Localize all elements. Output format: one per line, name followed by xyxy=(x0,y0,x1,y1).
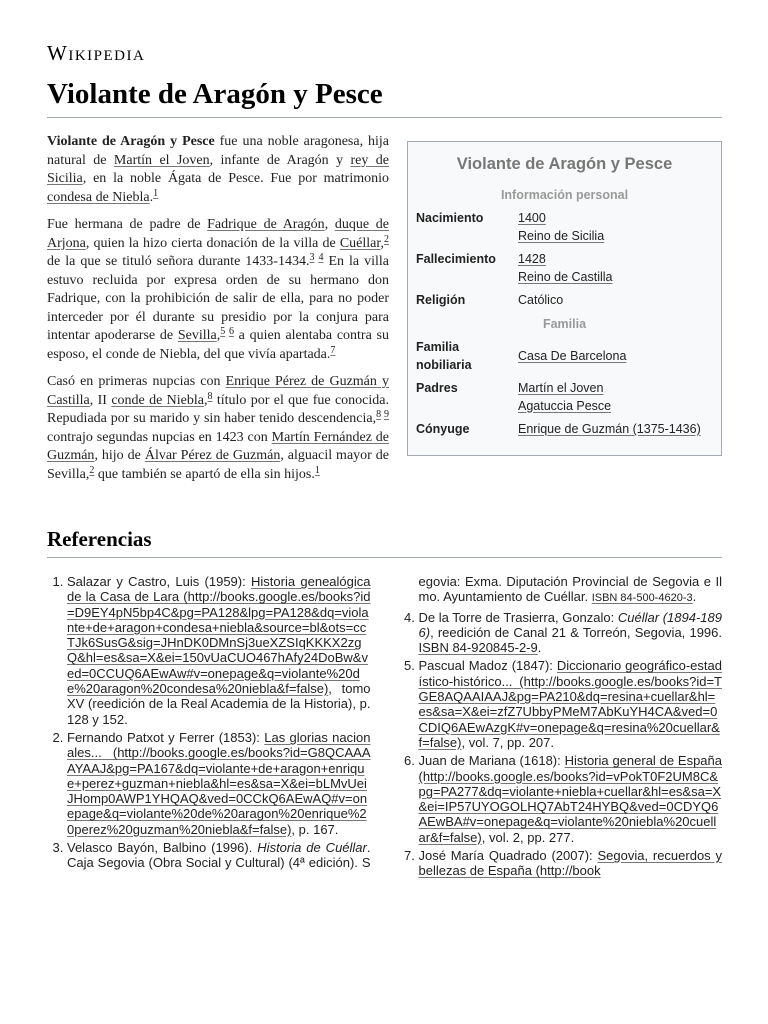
birth-year-link[interactable]: 1400 xyxy=(518,211,546,225)
infobox-label: Religión xyxy=(416,293,466,307)
death-place-link[interactable]: Reino de Castilla xyxy=(518,269,613,284)
citation-link[interactable]: 9 xyxy=(384,409,389,420)
text: Casó en primeras nupcias con xyxy=(47,374,226,389)
text: Velasco Bayón, Balbino (1996). xyxy=(67,840,258,856)
subject-name: Violante de Aragón y Pesce xyxy=(47,134,215,149)
link-fadrique[interactable]: Fadrique de Aragón xyxy=(207,217,325,232)
citation-link[interactable]: 2 xyxy=(384,233,389,245)
text: , quien la hizo cierta donación de la villa de xyxy=(85,235,340,251)
text: Juan de Mariana (1618): xyxy=(418,753,565,769)
text: , xyxy=(216,328,221,343)
citation-link[interactable]: 4 xyxy=(318,252,324,263)
father-link[interactable]: Martín el Joven xyxy=(518,381,604,395)
citation-link[interactable]: 1 xyxy=(153,187,159,199)
reference-link[interactable]: Historia genealógica de la Casa de Lara (http://books.google.es/books?id=D9EY4pN5bp4C&pg=PA128&lpg=PA128&dq=violante+de+aragon+condesa+niebla&source=bl&ots=ccTJk6SusG&sig=JHnDK0DMnSj3ueXZSIqKKKX2zgQ&hl=es&sa=X&ei=150vUaCUO467hAfy24DoBw&ved=0CCUQ6AEwAw#v=onepage&q=violante%20de%20aragon%20condesa%20niebla&f=false) xyxy=(67,574,371,697)
link-conde-de-niebla[interactable]: conde de Niebla xyxy=(111,392,204,408)
text: contrajo segundas nupcias en 1423 con xyxy=(47,429,272,445)
text: . xyxy=(149,189,154,205)
infobox-section-personal: Información personal xyxy=(500,187,629,202)
infobox-row-nacimiento xyxy=(416,210,713,245)
link-condesa-de-niebla[interactable]: condesa de Niebla xyxy=(47,189,150,205)
text: De la Torre de Trasierra, Gonzalo: xyxy=(418,609,618,625)
text: . Caja Segovia (Obra Social y Cultural) (4ª edición). Segovia: Exma. Diputación Provincial de Segovia e Ilmo. Ayuntamiento de Cuéllar. xyxy=(67,574,722,871)
text: Cuéllar (1894-1896) xyxy=(418,609,722,640)
title-divider xyxy=(47,117,722,118)
link-rey-de-sicilia[interactable]: rey de Sicilia xyxy=(47,152,390,186)
reference-link[interactable]: Las glorias nacionales... (http://books.google.es/books?id=G8QCAAAAYAAJ&pg=PA167&dq=violante+de+aragon+enrique+perez+guzman+niebla&hl=es&sa=X&ei=bLMvUeiJHomp0AWP1YHQAQ&ved=0CCkQ6AEwAQ#v=onepage&q=violante%20de%20aragon%20enrique%20perez%20guzman%20niebla&f=false) xyxy=(67,729,371,837)
reference-link[interactable]: Segovia, recuerdos y bellezas de España (http://book xyxy=(418,848,722,879)
infobox-row-conyuge xyxy=(416,421,713,439)
wikipedia-wordmark[interactable]: Wikipedia xyxy=(47,41,146,65)
text: , hijo de xyxy=(94,448,145,463)
citation-link[interactable]: 5 xyxy=(220,326,226,337)
text: Pascual Madoz (1847): xyxy=(418,658,557,674)
text: Historia de Cuéllar xyxy=(257,840,367,856)
citation-link[interactable]: 2 xyxy=(89,464,95,476)
link-martin-el-joven[interactable]: Martín el Joven xyxy=(113,152,210,168)
spouse-link[interactable]: Enrique de Guzmán (1375-1436) xyxy=(518,422,701,436)
infobox-row-padres xyxy=(416,380,713,415)
text: , II xyxy=(89,392,112,408)
text: , en la noble Ágata de Pesce. Fue por matrimonio xyxy=(82,171,389,186)
infobox-title: Violante de Aragón y Pesce xyxy=(456,155,673,173)
text: , tomo XV (reedición de la Real Academia de la Historia), p. 128 y 152. xyxy=(67,681,371,727)
infobox-label: Cónyuge xyxy=(416,422,470,436)
mother-link[interactable]: Agatuccia Pesce xyxy=(518,398,612,413)
reference-link[interactable]: Historia general de España (http://books.google.es/books?id=vPokT0F2UM8C&pg=PA277&dq=violante+niebla+cuellar&hl=es&sa=X&ei=IP57UYOGOLHQ7AbT24HYBQ&ved=0CDYQ6AEwBA#v=onepage&q=violante%20niebla%20cuellar&f=false) xyxy=(418,753,722,845)
text: . xyxy=(692,589,697,605)
infobox xyxy=(407,141,722,456)
text: Fernando Patxot y Ferrer (1853): xyxy=(67,729,265,745)
death-year-link[interactable]: 1428 xyxy=(518,252,546,266)
infobox-value xyxy=(518,339,713,374)
infobox-value xyxy=(518,210,713,245)
text: . xyxy=(537,640,542,656)
references-heading: Referencias xyxy=(47,527,722,558)
infobox-section-family: Familia xyxy=(542,316,587,331)
reference-item xyxy=(419,658,723,750)
link-duque-de-arjona[interactable]: duque de Arjona xyxy=(47,217,389,251)
reference-link[interactable]: Diccionario geográfico-estadístico-histórico... (http://books.google.es/books?id=TGE8AQAAIAAJ&pg=PA210&dq=resina+cuellar&hl=es&sa=X&ei=zfZ7UbbyPMeM7AbKuYH4CA&ved=0CDIQ6AEwAzgK#v=onepage&q=resina%20cuellar&f=false) xyxy=(418,658,722,750)
infobox-label: Fallecimiento xyxy=(416,252,496,266)
noble-family-link[interactable]: Casa De Barcelona xyxy=(518,348,627,363)
link-sevilla[interactable]: Sevilla xyxy=(177,328,217,343)
link-cuellar[interactable]: Cuéllar xyxy=(339,235,381,251)
text: Salazar y Castro, Luis (1959): xyxy=(67,574,252,589)
text: de la que se tituló señora durante 1433-1434. xyxy=(47,254,310,269)
text: , infante de Aragón y xyxy=(209,152,351,168)
reference-item xyxy=(419,753,723,845)
text: , vol. 2, pp. 277. xyxy=(481,829,575,845)
text: , reedición de Canal 21 & Torreón, Segovia, 1996. xyxy=(430,624,722,640)
reference-item xyxy=(67,574,371,727)
text: José María Quadrado (2007): xyxy=(418,848,598,864)
text: En la villa estuvo recluida por expresa orden de su hermano don Fadrique, con la prohibición de salir de ella, para no poder interceder por él durante su presidio por la conjura para intentar apoderarse de xyxy=(47,254,390,343)
infobox-value xyxy=(518,421,713,439)
infobox-label: Padres xyxy=(416,381,458,395)
text: , alguacil mayor de Sevilla, xyxy=(47,448,390,482)
citation-link[interactable]: 7 xyxy=(330,344,336,356)
text: , xyxy=(380,235,384,251)
text: fue una noble aragonesa, hija natural de xyxy=(47,134,389,168)
infobox-value xyxy=(518,380,713,415)
text: , xyxy=(203,392,208,408)
citation-link[interactable]: 3 xyxy=(309,252,315,263)
text: , vol. 7, pp. 207. xyxy=(461,734,555,750)
text: a quien alentaba contra su esposo, el conde de Niebla, del que vivía apartada. xyxy=(47,328,389,362)
article-body xyxy=(47,133,722,493)
infobox-label: Nacimiento xyxy=(416,211,484,225)
page-title: Violante de Aragón y Pesce xyxy=(47,78,383,110)
infobox-value: Católico xyxy=(518,293,564,307)
reference-item xyxy=(419,848,723,879)
text: que también se apartó de ella sin hijos. xyxy=(94,466,315,482)
link-alvar-perez-de-guzman[interactable]: Álvar Pérez de Guzmán xyxy=(144,448,281,463)
infobox-row-religion xyxy=(416,292,713,310)
citation-link[interactable]: 8 xyxy=(376,409,382,420)
reference-item xyxy=(67,730,371,837)
infobox-label: Familia nobiliaria xyxy=(416,340,472,372)
text: , xyxy=(324,217,335,232)
isbn-link[interactable]: ISBN 84-920845-2-9 xyxy=(418,640,538,656)
text: título por el que fue conocida. Repudiada por su marido y sin haber tenido descendencia, xyxy=(47,392,389,426)
infobox-row-fallecimiento xyxy=(416,251,713,286)
infobox-row-familia xyxy=(416,339,713,374)
text: , p. 167. xyxy=(291,821,339,837)
citation-link[interactable]: 6 xyxy=(228,326,234,337)
birth-place-link[interactable]: Reino de Sicilia xyxy=(518,228,605,243)
reference-item xyxy=(419,610,723,656)
text: Fue hermana de padre de xyxy=(47,217,208,232)
citation-link[interactable]: 8 xyxy=(207,390,213,402)
references-list xyxy=(47,574,722,879)
infobox-value xyxy=(518,251,713,286)
isbn-link[interactable]: ISBN 84-500-4620-3 xyxy=(591,592,693,605)
citation-link[interactable]: 1 xyxy=(314,464,320,476)
link-martin-fernandez-de-guzman[interactable]: Martín Fernández de Guzmán xyxy=(47,429,389,463)
link-enrique-perez-de-guzman[interactable]: Enrique Pérez de Guzmán y Castilla xyxy=(47,374,389,408)
